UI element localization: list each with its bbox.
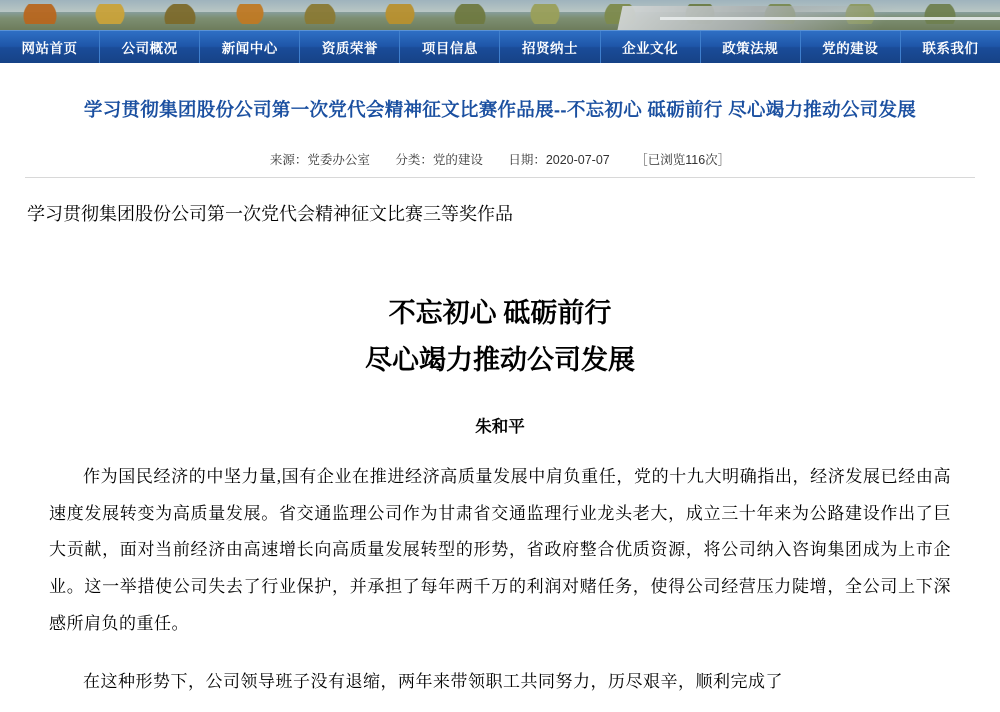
content-wrapper <box>0 75 1000 700</box>
nav-item-news[interactable] <box>200 31 300 63</box>
nav-label: 新闻中心 <box>221 41 278 56</box>
document-title-line-2: 尽心竭力推动公司发展 <box>365 344 635 375</box>
document-author: 朱和平 <box>475 417 525 437</box>
main-navigation <box>0 30 1000 63</box>
nav-item-projects[interactable] <box>400 31 500 63</box>
nav-item-home[interactable] <box>0 31 100 63</box>
document-title-line-1: 不忘初心 砥砺前行 <box>388 298 612 329</box>
body-paragraph: 作为国民经济的中坚力量,国有企业在推进经济高质量发展中肩负重任，党的十九大明确指出，经济发展已经由高速度发展转变为高质量发展。省交通监理公司作为甘肃省交通监理行业龙头老大，成立三十年来为公路建设作出了巨大贡献，面对当前经济由高速增长向高质量发展转型的形势，省政府整合优质资源，将公司纳入咨询集团成为上市企业。这一举措使公司失去了行业保护，并承担了每年两千万的利润对赌任务，使得公司经营压力陡增，全公司上下深感所肩负的重任。 <box>49 467 951 633</box>
meta-source: 来源：党委办公室 <box>269 152 370 167</box>
meta-category: 分类：党的建设 <box>395 152 483 167</box>
nav-label: 项目信息 <box>421 41 478 56</box>
article-subheading: 学习贯彻集团股份公司第一次党代会精神征文比赛三等奖作品 <box>27 203 513 224</box>
nav-item-policy[interactable] <box>701 31 801 63</box>
nav-label: 公司概况 <box>121 41 178 56</box>
nav-item-careers[interactable] <box>500 31 600 63</box>
nav-item-party[interactable] <box>801 31 901 63</box>
nav-label: 资质荣誉 <box>321 41 378 56</box>
nav-label: 政策法规 <box>722 41 779 56</box>
nav-label: 网站首页 <box>21 41 78 56</box>
nav-label: 党的建设 <box>822 41 879 56</box>
nav-item-contact[interactable] <box>901 31 1000 63</box>
nav-label: 企业文化 <box>622 41 679 56</box>
meta-view-count: ［已浏览116次］ <box>635 152 731 167</box>
nav-label: 招贤纳士 <box>522 41 579 56</box>
banner-guardrail <box>660 17 1000 20</box>
site-banner-image <box>0 0 1000 30</box>
article-body <box>25 290 975 700</box>
nav-item-profile[interactable] <box>100 31 200 63</box>
article-meta <box>25 150 975 178</box>
nav-label: 联系我们 <box>922 41 979 56</box>
nav-item-honors[interactable] <box>300 31 400 63</box>
meta-date: 日期：2020-07-07 <box>508 152 610 167</box>
body-paragraph: 在这种形势下，公司领导班子没有退缩，两年来带领职工共同努力，历尽艰辛，顺利完成了 <box>83 672 783 692</box>
nav-item-culture[interactable] <box>601 31 701 63</box>
page-title: 学习贯彻集团股份公司第一次党代会精神征文比赛作品展--不忘初心 砥砺前行 尽心竭力推动公司发展 <box>83 99 917 121</box>
